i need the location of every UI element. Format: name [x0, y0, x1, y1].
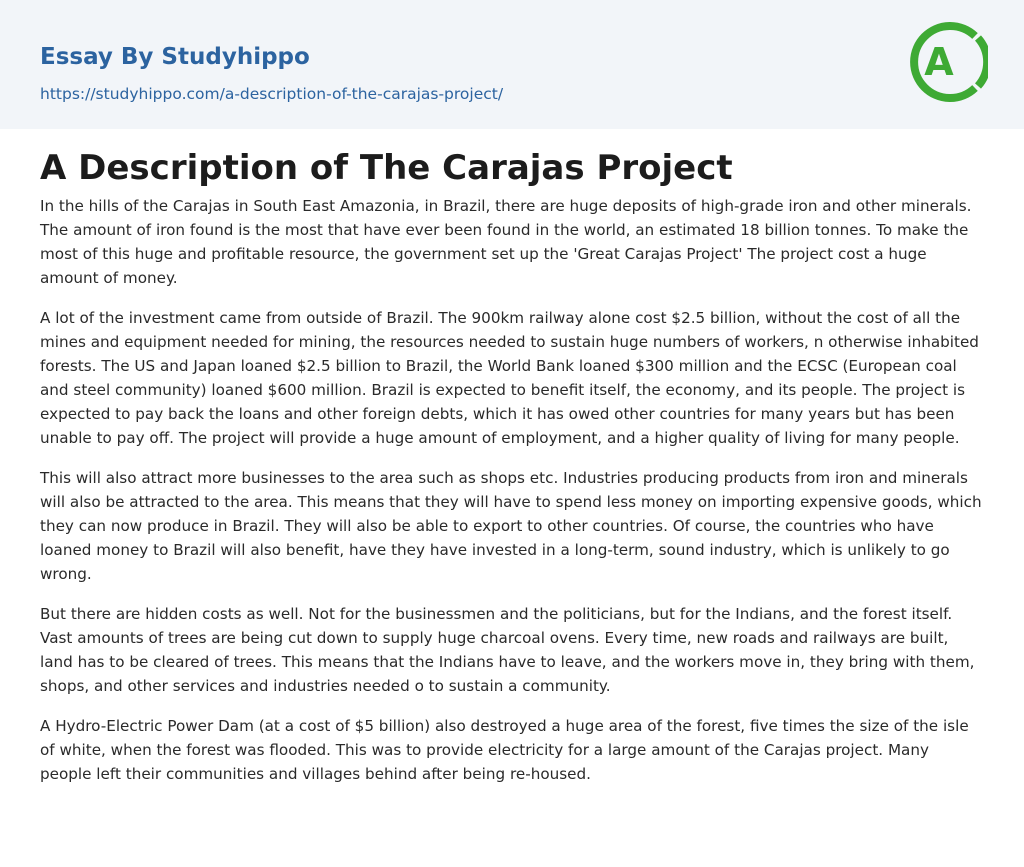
logo-letter: A — [924, 40, 954, 84]
essay-paragraph: In the hills of the Carajas in South East Amazonia, in Brazil, there are huge deposits of high-grade iron and other minerals. The amount of iron found is the most that have ever been found in the world, an estimated 18 billion tonnes. To make the most of this huge and profitable resource, the government set up the 'Great Carajas Project' The project cost a huge amount of money. — [40, 197, 972, 287]
essay-url-link[interactable]: https://studyhippo.com/a-description-of-the-carajas-project/ — [40, 85, 504, 103]
studyhippo-logo-icon[interactable] — [908, 18, 988, 106]
essay-paragraph: But there are hidden costs as well. Not for the businessmen and the politicians, but for the Indians, and the forest itself. Vast amounts of trees are being cut down to supply huge charcoal ovens. Every time, new roads and railways are built, land has to be cleared of trees. This means that the Indians have to leave, and the workers move in, they bring with them, shops, and other services and industries needed o to sustain a community. — [40, 605, 975, 695]
essay-paragraph: This will also attract more businesses to the area such as shops etc. Industries producing products from iron and minerals will also be attracted to the area. This means that they will have to spend less money on importing expensive goods, which they can now produce in Brazil. They will also be able to export to other countries. Of course, the countries who have loaned money to Brazil will also benefit, have they have invested in a long-term, sound industry, which is unlikely to go wrong. — [40, 469, 982, 583]
page-title: A Description of The Carajas Project — [40, 148, 733, 188]
essay-paragraph: A lot of the investment came from outside of Brazil. The 900km railway alone cost $2.5 billion, without the cost of all the mines and equipment needed for mining, the resources needed to sustain huge numbers of workers, n otherwise inhabited forests. The US and Japan loaned $2.5 billion to Brazil, the World Bank loaned $300 million and the ECSC (European coal and steel community) loaned $600 million. Brazil is expected to benefit itself, the economy, and its people. The project is expected to pay back the loans and other foreign debts, which it has owed other countries for many years but has been unable to pay off. The project will provide a huge amount of employment, and a higher quality of living for many people. — [40, 309, 979, 447]
site-header — [0, 0, 1024, 129]
essay-paragraph: A Hydro-Electric Power Dam (at a cost of $5 billion) also destroyed a huge area of the forest, five times the size of the isle of white, when the forest was flooded. This was to provide electricity for a large amount of the Carajas project. Many people left their communities and villages behind after being re-housed. — [40, 717, 969, 783]
essay-body — [40, 194, 985, 802]
site-brand[interactable]: Essay By Studyhippo — [40, 44, 310, 70]
